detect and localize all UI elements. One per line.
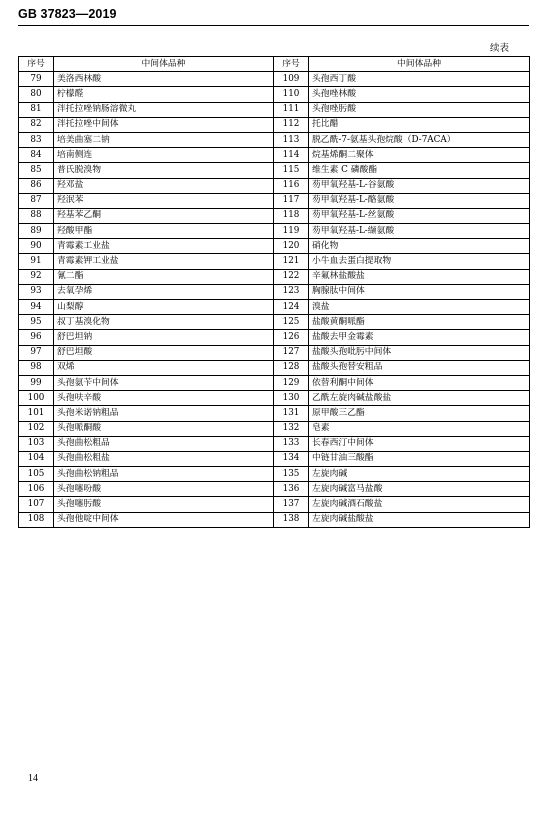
item-name: 硝化物: [309, 239, 530, 254]
item-name: 左旋肉碱酒石酸盐: [309, 497, 530, 512]
item-name: 头孢曲松粗盐: [54, 451, 274, 466]
standard-code: GB 37823—2019: [18, 7, 117, 21]
item-name: 头孢唑肟酸: [309, 102, 530, 117]
item-name: 托比醋: [309, 117, 530, 132]
table-row: [19, 451, 530, 466]
item-name: 芴甲氧羟基-L-酪氨酸: [309, 193, 530, 208]
item-number: 137: [274, 497, 309, 512]
item-name: 培南侧连: [54, 148, 274, 163]
item-number: 82: [19, 117, 54, 132]
item-number: 88: [19, 208, 54, 223]
item-name: 小牛血去蛋白提取物: [309, 254, 530, 269]
item-number: 81: [19, 102, 54, 117]
item-name: 维生素 C 磷酸酯: [309, 163, 530, 178]
item-number: 102: [19, 421, 54, 436]
table-row: [19, 482, 530, 497]
item-number: 129: [274, 375, 309, 390]
table-row: [19, 300, 530, 315]
item-number: 103: [19, 436, 54, 451]
item-number: 114: [274, 148, 309, 163]
item-number: 93: [19, 284, 54, 299]
item-name: 头孢唑林酸: [309, 87, 530, 102]
item-number: 135: [274, 467, 309, 482]
item-number: 85: [19, 163, 54, 178]
item-name: 美洛西林酸: [54, 72, 274, 87]
table-row: [19, 391, 530, 406]
table-row: [19, 406, 530, 421]
item-name: 胸腺肽中间体: [309, 284, 530, 299]
item-number: 128: [274, 360, 309, 375]
table-row: [19, 148, 530, 163]
item-name: 青霉素钾工业盐: [54, 254, 274, 269]
item-name: 左旋肉碱富马盐酸: [309, 482, 530, 497]
table-row: [19, 132, 530, 147]
item-number: 125: [274, 315, 309, 330]
item-name: 头孢哌酮酸: [54, 421, 274, 436]
item-number: 108: [19, 512, 54, 527]
item-number: 118: [274, 208, 309, 223]
item-name: 青霉素工业盐: [54, 239, 274, 254]
item-name: 头孢噻肟酸: [54, 497, 274, 512]
col-header-name: 中间体品种: [309, 57, 530, 72]
col-header-num: 序号: [19, 57, 54, 72]
item-name: 皂素: [309, 421, 530, 436]
item-name: 盐酸去甲金霉素: [309, 330, 530, 345]
item-name: 普氏脱溴物: [54, 163, 274, 178]
item-number: 134: [274, 451, 309, 466]
table-row: [19, 269, 530, 284]
item-name: 头孢曲松钠粗品: [54, 467, 274, 482]
item-number: 79: [19, 72, 54, 87]
item-number: 100: [19, 391, 54, 406]
table-row: [19, 315, 530, 330]
continued-label: 续表: [490, 43, 510, 54]
item-number: 90: [19, 239, 54, 254]
table-row: [19, 375, 530, 390]
item-number: 104: [19, 451, 54, 466]
table-row: [19, 102, 530, 117]
item-name: 盐酸黄酮哌酯: [309, 315, 530, 330]
table-row: [19, 163, 530, 178]
item-number: 138: [274, 512, 309, 527]
item-number: 119: [274, 224, 309, 239]
intermediate-table: [18, 56, 530, 528]
item-number: 98: [19, 360, 54, 375]
item-number: 132: [274, 421, 309, 436]
item-name: 羟酸甲酯: [54, 224, 274, 239]
item-number: 127: [274, 345, 309, 360]
item-name: 长春西汀中间体: [309, 436, 530, 451]
table-header-row: [19, 57, 530, 72]
item-number: 123: [274, 284, 309, 299]
table-row: [19, 512, 530, 527]
table-row: [19, 436, 530, 451]
table-row: [19, 72, 530, 87]
item-number: 87: [19, 193, 54, 208]
item-name: 芴甲氧羟基-L-缬氨酸: [309, 224, 530, 239]
item-number: 91: [19, 254, 54, 269]
item-number: 117: [274, 193, 309, 208]
item-number: 86: [19, 178, 54, 193]
item-number: 84: [19, 148, 54, 163]
item-number: 109: [274, 72, 309, 87]
item-name: 原甲酸三乙酯: [309, 406, 530, 421]
item-name: 头孢西丁酸: [309, 72, 530, 87]
item-number: 89: [19, 224, 54, 239]
item-name: 乙酰左旋肉碱盐酸盐: [309, 391, 530, 406]
item-number: 133: [274, 436, 309, 451]
table-row: [19, 467, 530, 482]
table-row: [19, 345, 530, 360]
item-name: 头孢曲松粗品: [54, 436, 274, 451]
item-number: 136: [274, 482, 309, 497]
item-number: 106: [19, 482, 54, 497]
table-row: [19, 254, 530, 269]
item-number: 97: [19, 345, 54, 360]
table-row: [19, 421, 530, 436]
item-number: 110: [274, 87, 309, 102]
item-number: 111: [274, 102, 309, 117]
item-name: 依替利酮中间体: [309, 375, 530, 390]
item-name: 羟泯苯: [54, 193, 274, 208]
table-row: [19, 330, 530, 345]
item-number: 107: [19, 497, 54, 512]
item-name: 头孢他啶中间体: [54, 512, 274, 527]
header-rule: [18, 25, 529, 26]
item-name: 泮托拉唑钠肠溶微丸: [54, 102, 274, 117]
item-name: 辛氟林盐酸盐: [309, 269, 530, 284]
item-name: 中链甘油三酸酯: [309, 451, 530, 466]
item-name: 烷基烯酮二聚体: [309, 148, 530, 163]
item-name: 羟邓盐: [54, 178, 274, 193]
item-name: 头孢米诺钠粗品: [54, 406, 274, 421]
item-number: 115: [274, 163, 309, 178]
item-name: 溴盐: [309, 300, 530, 315]
item-number: 126: [274, 330, 309, 345]
table-row: [19, 193, 530, 208]
item-name: 盐酸头孢替安粗品: [309, 360, 530, 375]
table-row: [19, 497, 530, 512]
item-name: 脱乙酰-7-氨基头孢烷酸（D-7ACA）: [309, 132, 530, 147]
table-row: [19, 208, 530, 223]
table-row: [19, 284, 530, 299]
item-name: 盐酸头孢吡肟中间体: [309, 345, 530, 360]
item-name: 泮托拉唑中间体: [54, 117, 274, 132]
item-name: 芴甲氧羟基-L-谷氨酸: [309, 178, 530, 193]
table-row: [19, 239, 530, 254]
item-number: 96: [19, 330, 54, 345]
item-number: 113: [274, 132, 309, 147]
item-name: 头孢呋辛酸: [54, 391, 274, 406]
item-name: 头孢噻吩酸: [54, 482, 274, 497]
item-name: 柠檬醛: [54, 87, 274, 102]
item-name: 芴甲氧羟基-L-丝氨酸: [309, 208, 530, 223]
item-number: 92: [19, 269, 54, 284]
item-number: 130: [274, 391, 309, 406]
item-number: 124: [274, 300, 309, 315]
item-number: 101: [19, 406, 54, 421]
item-number: 116: [274, 178, 309, 193]
item-name: 羟基苯乙酮: [54, 208, 274, 223]
item-name: 山梨醇: [54, 300, 274, 315]
item-number: 105: [19, 467, 54, 482]
item-name: 去氧孕烯: [54, 284, 274, 299]
item-name: 叔丁基溴化物: [54, 315, 274, 330]
table-row: [19, 224, 530, 239]
table-row: [19, 178, 530, 193]
item-name: 舒巴坦酸: [54, 345, 274, 360]
item-number: 122: [274, 269, 309, 284]
table-row: [19, 87, 530, 102]
item-number: 131: [274, 406, 309, 421]
item-name: 头孢氨苄中间体: [54, 375, 274, 390]
item-number: 112: [274, 117, 309, 132]
item-number: 99: [19, 375, 54, 390]
item-number: 83: [19, 132, 54, 147]
col-header-num: 序号: [274, 57, 309, 72]
item-name: 氰二酯: [54, 269, 274, 284]
item-number: 80: [19, 87, 54, 102]
item-name: 双烯: [54, 360, 274, 375]
item-name: 舒巴坦钠: [54, 330, 274, 345]
item-number: 94: [19, 300, 54, 315]
col-header-name: 中间体品种: [54, 57, 274, 72]
item-name: 左旋肉碱: [309, 467, 530, 482]
item-number: 120: [274, 239, 309, 254]
table-row: [19, 117, 530, 132]
item-name: 培美曲塞二钠: [54, 132, 274, 147]
page-number: 14: [28, 773, 38, 784]
item-number: 95: [19, 315, 54, 330]
item-name: 左旋肉碱盐酸盐: [309, 512, 530, 527]
item-number: 121: [274, 254, 309, 269]
table-row: [19, 360, 530, 375]
